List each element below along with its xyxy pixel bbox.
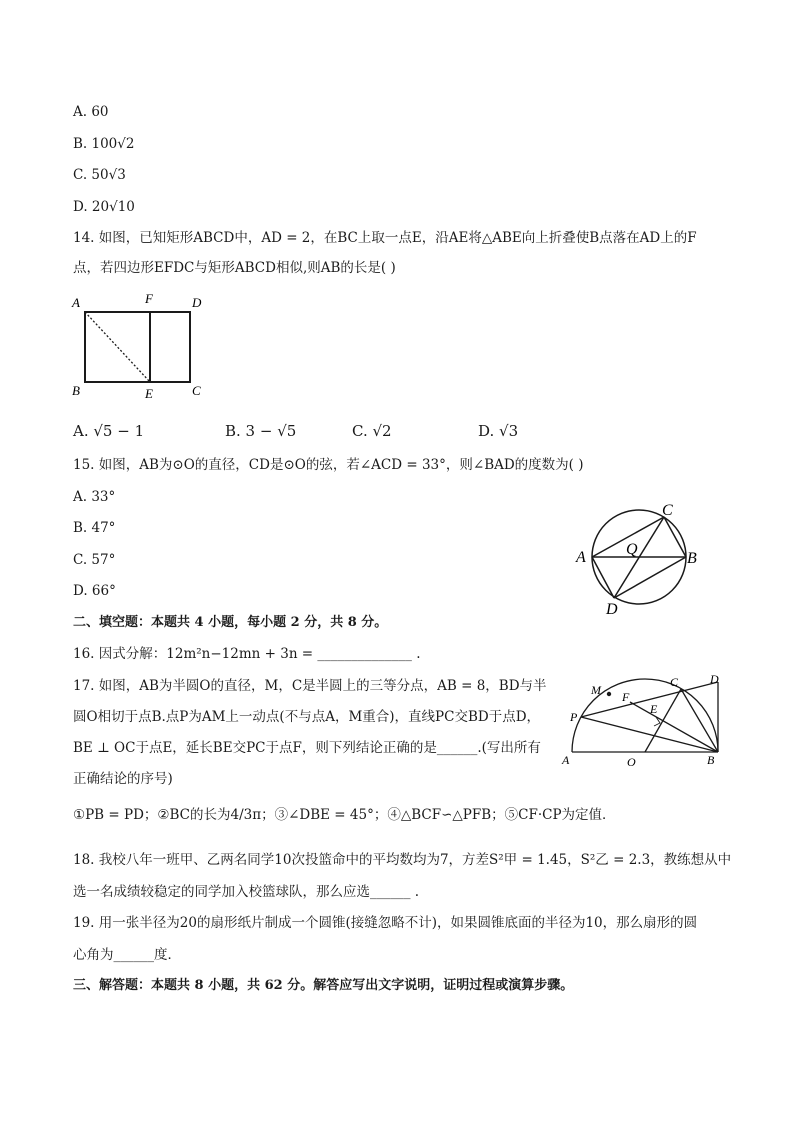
q17-stem-line2: 圆O相切于点B.点P为AM上一动点(不与点A，M重合)，直线PC交BD于点D， (73, 709, 541, 725)
segment-pb (581, 717, 718, 752)
label-b: B (687, 550, 697, 567)
q15-stem: 15. 如图，AB为⊙O的直径，CD是⊙O的弦，若∠ACD = 33°，则∠BAD的度数为( ) (73, 457, 584, 473)
q15-option-b: B. 47° (73, 520, 116, 536)
segment-cb (681, 689, 718, 752)
q14-option-b: B. 3 − √5 (225, 422, 297, 440)
q18-stem-line1: 18. 我校八年一班甲、乙两名同学10次投篮命中的平均数均为7，方差S²甲 = 1.45，S²乙 = 2.3，教练想从中 (73, 852, 732, 868)
q14-rectangle-figure (68, 290, 208, 400)
q19-stem-line1: 19. 用一张半径为20的扇形纸片制成一个圆锥(接缝忽略不计)，如果圆锥底面的半径为10，那么扇形的圆 (73, 915, 698, 931)
q14-option-d: D. √3 (478, 422, 519, 440)
q13-option-d: D. 20√10 (73, 199, 135, 215)
q18-stem-line2: 选一名成绩较稳定的同学加入校篮球队，那么应选______ . (73, 884, 420, 900)
q17-stem-line3: BE ⊥ OC于点E，延长BE交PC于点F，则下列结论正确的是______.(写出所有 (73, 740, 541, 756)
label-m: M (591, 683, 601, 697)
label-c: C (192, 383, 201, 398)
q15-circle-figure (570, 500, 710, 620)
q13-option-a: A. 60 (73, 104, 109, 120)
q17-stem-line4: 正确结论的序号) (73, 771, 173, 787)
q16-stem: 16. 因式分解：12m²n−12mn + 3n = ______________ . (73, 646, 421, 662)
q15-option-c: C. 57° (73, 552, 116, 568)
label-d: D (192, 295, 202, 310)
label-p: P (570, 710, 578, 724)
label-q: Q (626, 541, 638, 558)
label-c: C (662, 502, 673, 519)
label-d: D (606, 601, 618, 618)
q14-option-a: A. √5 − 1 (73, 422, 145, 440)
q15-option-d: D. 66° (73, 583, 116, 599)
label-a: A (576, 549, 586, 566)
q17-semicircle-figure (558, 672, 728, 777)
segment-ad (592, 557, 614, 598)
q17-conclusions: ①PB = PD；②BC的长为4/3π；③∠DBE = 45°；④△BCF∽△PFB；⑤CF·CP为定值． (73, 807, 616, 823)
label-a: A (562, 753, 570, 767)
label-a: A (72, 295, 80, 310)
point-m (607, 692, 611, 696)
label-e: E (145, 386, 153, 400)
q14-option-c: C. √2 (352, 422, 392, 440)
q14-stem-line2: 点，若四边形EFDC与矩形ABCD相似,则AB的长是( ) (73, 260, 396, 276)
label-f: F (145, 291, 153, 306)
label-d: D (710, 672, 719, 686)
rect-abcd (85, 312, 190, 382)
q13-option-c: C. 50√3 (73, 167, 126, 183)
segment-ae (85, 312, 150, 382)
section2-heading: 二、填空题：本题共 4 小题，每小题 2 分，共 8 分。 (73, 615, 388, 630)
section3-heading: 三、解答题：本题共 8 小题，共 62 分。解答应写出文字说明，证明过程或演算步骤。 (73, 978, 574, 993)
label-c: C (670, 675, 679, 689)
q14-stem-line1: 14. 如图，已知矩形ABCD中，AD = 2，在BC上取一点E，沿AE将△ABE向上折叠使B点落在AD上的F (73, 230, 697, 246)
label-b: B (707, 753, 715, 767)
label-o: O (627, 755, 636, 769)
label-e: E (650, 702, 658, 716)
q17-stem-line1: 17. 如图，AB为半圆O的直径，M，C是半圆上的三等分点，AB = 8，BD与半 (73, 678, 547, 694)
q15-option-a: A. 33° (73, 489, 116, 505)
q19-stem-line2: 心角为______度． (73, 947, 181, 963)
label-b: B (72, 383, 80, 398)
q13-option-b: B. 100√2 (73, 136, 135, 152)
segment-db (614, 557, 686, 598)
label-f: F (622, 690, 630, 704)
segment-cb (664, 517, 686, 557)
